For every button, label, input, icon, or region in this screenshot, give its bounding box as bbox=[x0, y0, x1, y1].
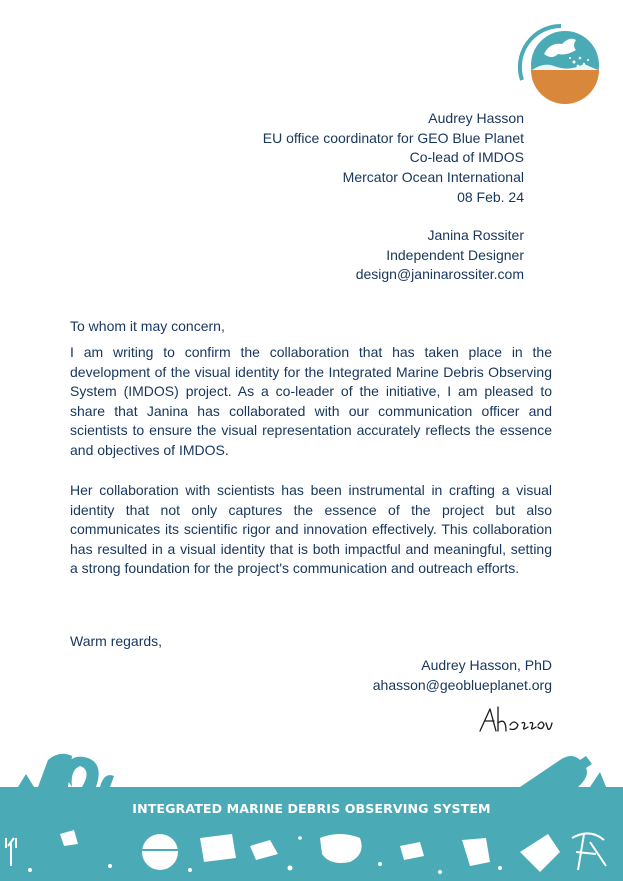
signature-name: Audrey Hasson, PhD bbox=[421, 657, 552, 673]
body-paragraph-1: I am writing to confirm the collaboration that has taken place in the development of the visual identity for the Integrated Marine Debris Observing System (IMDOS) project. As a co-leader of the initiative, I am pleased to share that Janina has collaborated with our communication officer and scientists to ensure the visual representation accurately reflects the essence and objectives of IMDOS. bbox=[70, 344, 552, 458]
closing: Warm regards, bbox=[70, 633, 163, 649]
sender-role: EU office coordinator for GEO Blue Planet bbox=[262, 129, 524, 146]
sender-organisation: Mercator Ocean International bbox=[342, 169, 524, 186]
salutation: To whom it may concern, bbox=[70, 318, 225, 334]
footer-banner-title: INTEGRATED MARINE DEBRIS OBSERVING SYSTEM bbox=[132, 801, 491, 816]
recipient-block bbox=[356, 226, 524, 285]
recipient-role: Independent Designer bbox=[386, 246, 524, 263]
sender-block bbox=[263, 109, 524, 208]
signature-email: ahasson@geoblueplanet.org bbox=[372, 676, 552, 693]
handwritten-signature-icon bbox=[476, 703, 556, 737]
recipient-email: design@janinarossiter.com bbox=[355, 266, 524, 283]
signature-block bbox=[373, 656, 552, 695]
sender-colead: Co-lead of IMDOS bbox=[409, 149, 524, 166]
sender-name: Audrey Hasson bbox=[428, 110, 524, 126]
recipient-name: Janina Rossiter bbox=[427, 227, 524, 243]
letter-date: 08 Feb. 24 bbox=[457, 188, 524, 205]
imdos-logo-icon bbox=[514, 20, 608, 114]
body-paragraph-2: Her collaboration with scientists has been instrumental in crafting a visual identity that not only captures the essence of the project but also communicates its scientific rigor and innovation effectively. This collaboration has resulted in a visual identity that is both impactful and meaningful, setting a strong foundation for the project's communication and outreach efforts. bbox=[70, 482, 552, 577]
